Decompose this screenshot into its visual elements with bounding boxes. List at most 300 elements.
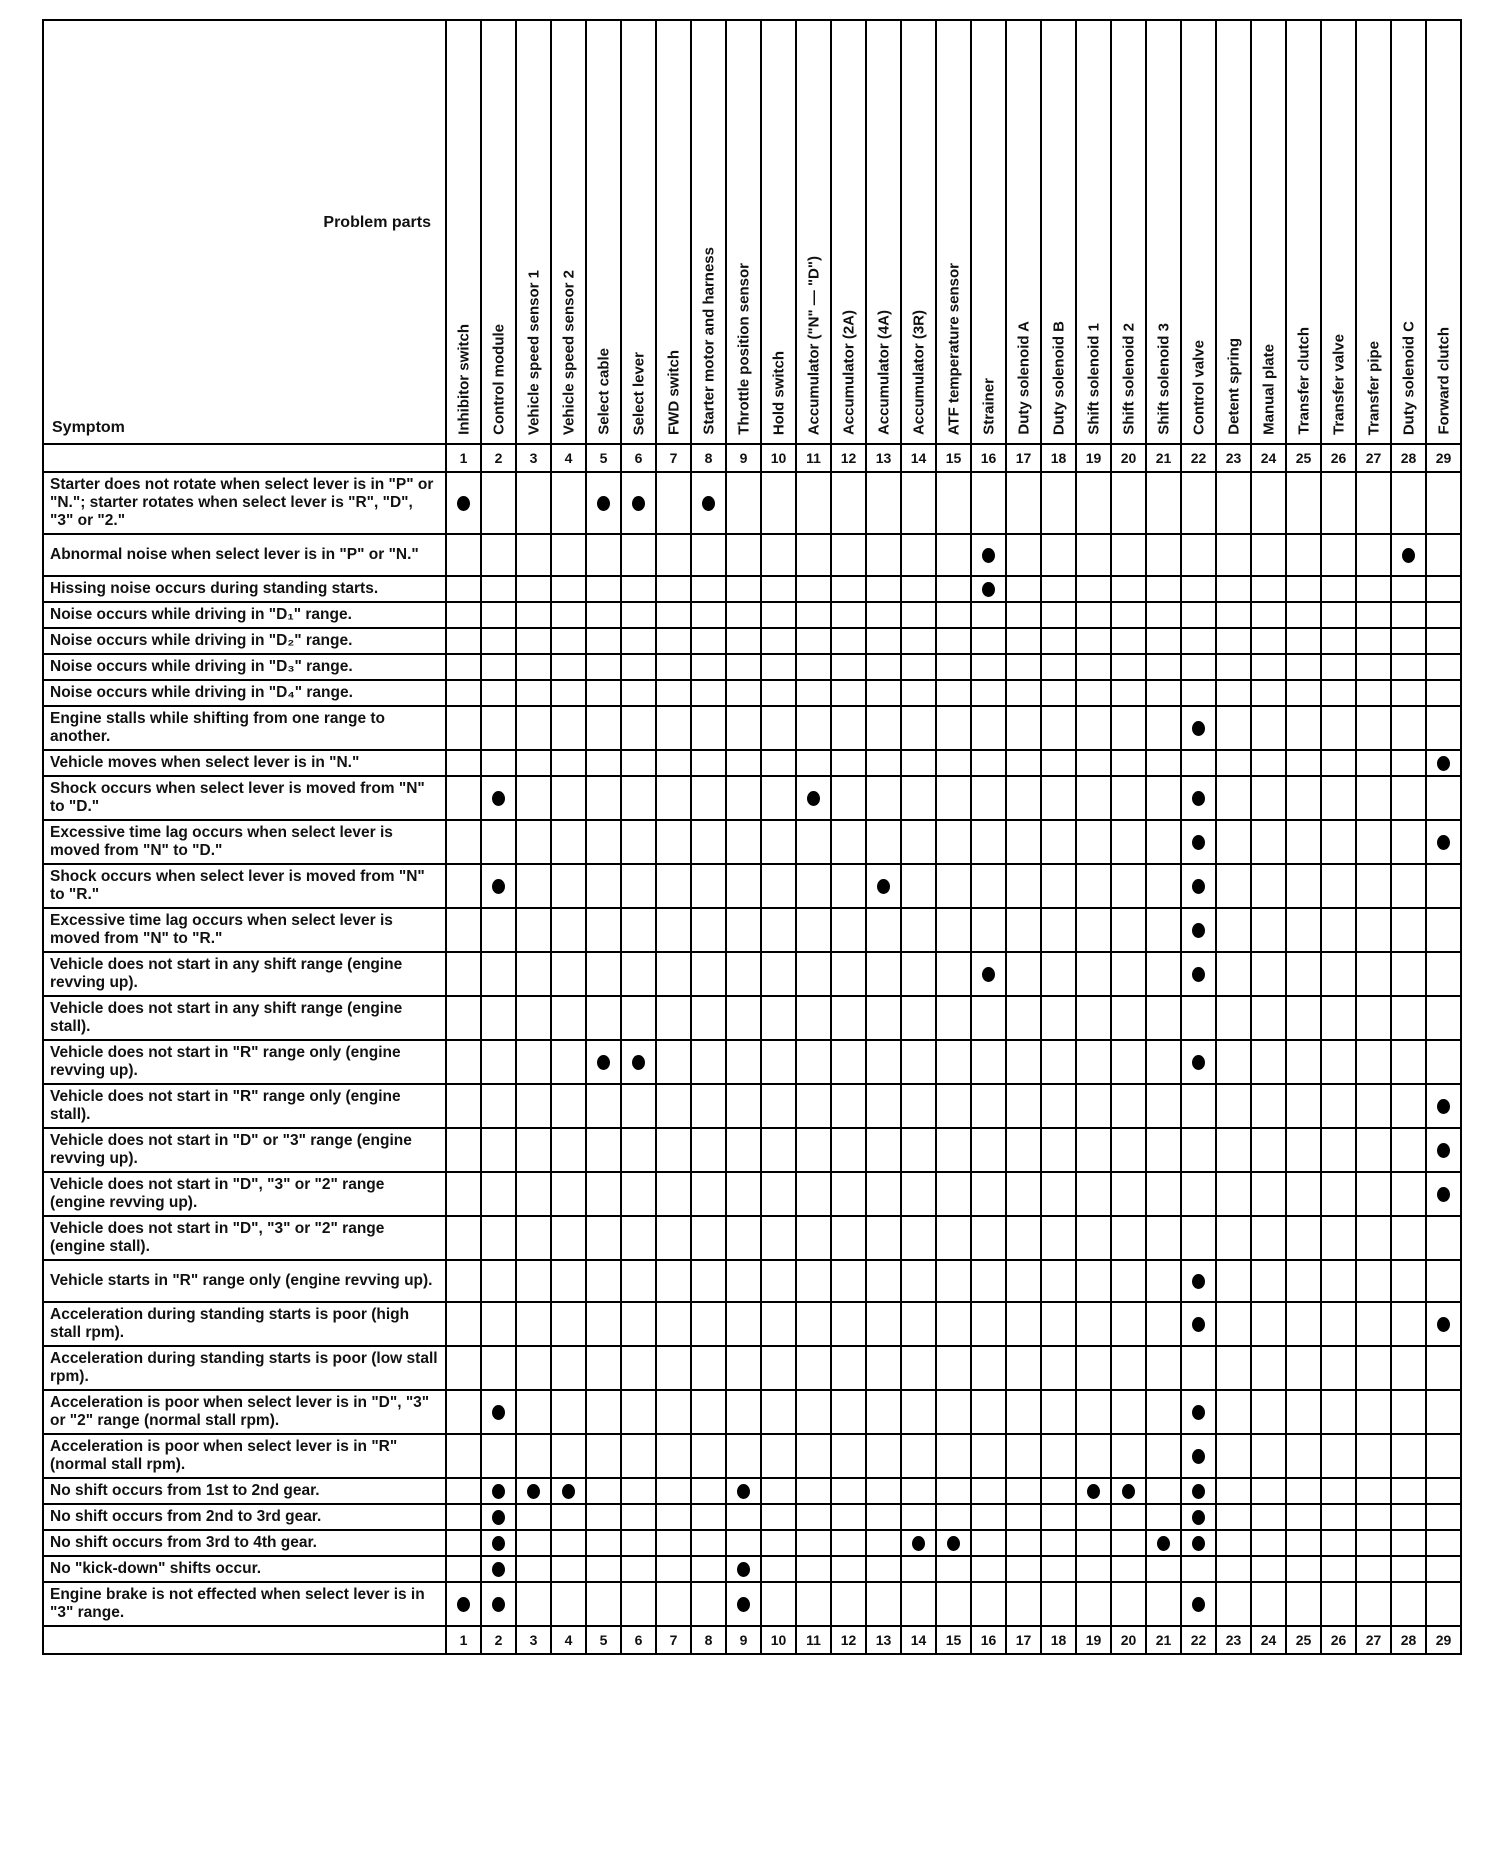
matrix-cell	[691, 680, 726, 706]
matrix-cell	[866, 1128, 901, 1172]
matrix-cell	[1251, 602, 1286, 628]
part-number: 20	[1111, 1626, 1146, 1654]
matrix-cell	[901, 1216, 936, 1260]
applicable-dot-icon	[1192, 967, 1205, 982]
matrix-cell	[1181, 908, 1216, 952]
matrix-cell	[1321, 654, 1356, 680]
matrix-cell	[481, 1504, 516, 1530]
matrix-cell	[1426, 1390, 1461, 1434]
matrix-cell	[586, 1434, 621, 1478]
matrix-cell	[1251, 820, 1286, 864]
matrix-cell	[656, 1260, 691, 1302]
matrix-cell	[1216, 1582, 1251, 1626]
matrix-cell	[1076, 750, 1111, 776]
matrix-cell	[691, 1084, 726, 1128]
matrix-cell	[1076, 1530, 1111, 1556]
matrix-cell	[1076, 996, 1111, 1040]
matrix-cell	[1216, 1346, 1251, 1390]
matrix-cell	[1356, 750, 1391, 776]
matrix-cell	[1006, 1260, 1041, 1302]
matrix-cell	[1391, 706, 1426, 750]
matrix-cell	[1041, 864, 1076, 908]
symptom-text: Shock occurs when select lever is moved from "N" to "R."	[43, 864, 446, 908]
matrix-cell	[726, 602, 761, 628]
matrix-cell	[446, 952, 481, 996]
part-number: 6	[621, 444, 656, 472]
matrix-cell	[1111, 680, 1146, 706]
matrix-cell	[656, 776, 691, 820]
part-header	[1111, 20, 1146, 444]
matrix-cell	[901, 1128, 936, 1172]
matrix-cell	[1111, 1084, 1146, 1128]
applicable-dot-icon	[1402, 548, 1415, 563]
matrix-cell	[761, 680, 796, 706]
matrix-cell	[551, 1556, 586, 1582]
applicable-dot-icon	[912, 1536, 925, 1551]
matrix-cell	[1391, 1302, 1426, 1346]
matrix-cell	[936, 1478, 971, 1504]
symptom-text: Vehicle moves when select lever is in "N."	[43, 750, 446, 776]
applicable-dot-icon	[492, 1405, 505, 1420]
matrix-cell	[551, 952, 586, 996]
part-number: 1	[446, 444, 481, 472]
matrix-cell	[516, 576, 551, 602]
matrix-cell	[1216, 1216, 1251, 1260]
matrix-cell	[1251, 1390, 1286, 1434]
matrix-cell	[936, 864, 971, 908]
matrix-cell	[551, 1346, 586, 1390]
matrix-cell	[1321, 952, 1356, 996]
symptom-row	[43, 576, 1461, 602]
matrix-cell	[621, 1084, 656, 1128]
matrix-cell	[1041, 602, 1076, 628]
matrix-cell	[1076, 628, 1111, 654]
matrix-cell	[936, 602, 971, 628]
part-number: 26	[1321, 1626, 1356, 1654]
matrix-cell	[1076, 1260, 1111, 1302]
matrix-cell	[1286, 908, 1321, 952]
matrix-cell	[1076, 1172, 1111, 1216]
applicable-dot-icon	[1192, 1484, 1205, 1499]
matrix-cell	[586, 750, 621, 776]
part-number: 12	[831, 444, 866, 472]
matrix-cell	[1426, 908, 1461, 952]
matrix-cell	[761, 820, 796, 864]
matrix-cell	[1286, 576, 1321, 602]
matrix-cell	[866, 1504, 901, 1530]
matrix-cell	[1111, 776, 1146, 820]
matrix-cell	[1146, 1084, 1181, 1128]
matrix-cell	[1391, 1504, 1426, 1530]
matrix-cell	[726, 1302, 761, 1346]
matrix-cell	[516, 1172, 551, 1216]
matrix-cell	[1111, 706, 1146, 750]
matrix-cell	[1286, 1084, 1321, 1128]
matrix-cell	[901, 628, 936, 654]
matrix-cell	[1111, 952, 1146, 996]
matrix-cell	[1391, 1260, 1426, 1302]
matrix-cell	[831, 1084, 866, 1128]
applicable-dot-icon	[1192, 1405, 1205, 1420]
part-number: 9	[726, 444, 761, 472]
matrix-cell	[971, 680, 1006, 706]
matrix-cell	[1356, 1346, 1391, 1390]
part-header	[831, 20, 866, 444]
matrix-cell	[866, 776, 901, 820]
matrix-cell	[936, 1556, 971, 1582]
matrix-cell	[1251, 1478, 1286, 1504]
matrix-cell	[516, 820, 551, 864]
matrix-cell	[1181, 1302, 1216, 1346]
matrix-cell	[866, 534, 901, 576]
applicable-dot-icon	[1192, 721, 1205, 736]
matrix-cell	[831, 1216, 866, 1260]
matrix-cell	[901, 1530, 936, 1556]
matrix-cell	[1216, 996, 1251, 1040]
matrix-cell	[1111, 576, 1146, 602]
matrix-cell	[1006, 1302, 1041, 1346]
matrix-cell	[656, 1390, 691, 1434]
matrix-cell	[446, 1128, 481, 1172]
symptom-text: Noise occurs while driving in "D₁" range.	[43, 602, 446, 628]
matrix-cell	[1356, 1390, 1391, 1434]
symptom-row	[43, 534, 1461, 576]
matrix-cell	[796, 1260, 831, 1302]
matrix-cell	[621, 864, 656, 908]
matrix-cell	[831, 1530, 866, 1556]
matrix-cell	[1251, 864, 1286, 908]
matrix-cell	[1111, 1504, 1146, 1530]
matrix-cell	[1321, 1302, 1356, 1346]
part-header	[691, 20, 726, 444]
matrix-cell	[1426, 706, 1461, 750]
part-header	[1356, 20, 1391, 444]
matrix-cell	[1286, 996, 1321, 1040]
matrix-cell	[866, 952, 901, 996]
matrix-cell	[551, 1530, 586, 1556]
symptom-row	[43, 1346, 1461, 1390]
matrix-cell	[1251, 1556, 1286, 1582]
matrix-cell	[1076, 706, 1111, 750]
part-number: 10	[761, 1626, 796, 1654]
matrix-cell	[901, 996, 936, 1040]
matrix-cell	[516, 996, 551, 1040]
matrix-cell	[586, 602, 621, 628]
matrix-cell	[796, 776, 831, 820]
matrix-cell	[761, 1172, 796, 1216]
matrix-cell	[1251, 706, 1286, 750]
matrix-cell	[1076, 1346, 1111, 1390]
applicable-dot-icon	[982, 582, 995, 597]
part-number: 19	[1076, 1626, 1111, 1654]
matrix-cell	[1041, 776, 1076, 820]
matrix-cell	[1146, 864, 1181, 908]
matrix-cell	[1076, 1556, 1111, 1582]
matrix-cell	[551, 1216, 586, 1260]
matrix-cell	[446, 1346, 481, 1390]
symptom-row	[43, 680, 1461, 706]
matrix-cell	[726, 1172, 761, 1216]
matrix-cell	[971, 776, 1006, 820]
symptom-row	[43, 472, 1461, 534]
matrix-cell	[866, 996, 901, 1040]
matrix-cell	[516, 1302, 551, 1346]
matrix-cell	[446, 820, 481, 864]
symptom-row	[43, 908, 1461, 952]
matrix-cell	[936, 1346, 971, 1390]
matrix-cell	[1146, 602, 1181, 628]
matrix-cell	[1391, 680, 1426, 706]
matrix-cell	[481, 952, 516, 996]
applicable-dot-icon	[1192, 1536, 1205, 1551]
symptom-text: Excessive time lag occurs when select lever is moved from "N" to "D."	[43, 820, 446, 864]
part-number: 13	[866, 1626, 901, 1654]
part-header	[796, 20, 831, 444]
matrix-cell	[1286, 680, 1321, 706]
matrix-cell	[621, 706, 656, 750]
matrix-cell	[1041, 680, 1076, 706]
matrix-cell	[866, 750, 901, 776]
matrix-cell	[481, 1172, 516, 1216]
part-name: Shift solenoid 3	[1155, 323, 1172, 435]
matrix-cell	[656, 1084, 691, 1128]
part-name: Hold switch	[770, 350, 787, 435]
part-header	[901, 20, 936, 444]
part-header	[761, 20, 796, 444]
matrix-cell	[516, 1216, 551, 1260]
matrix-cell	[586, 820, 621, 864]
matrix-cell	[1041, 1434, 1076, 1478]
matrix-cell	[586, 1128, 621, 1172]
applicable-dot-icon	[632, 496, 645, 511]
matrix-cell	[901, 654, 936, 680]
matrix-cell	[656, 952, 691, 996]
matrix-cell	[1426, 472, 1461, 534]
matrix-cell	[621, 1216, 656, 1260]
matrix-cell	[971, 1302, 1006, 1346]
matrix-cell	[1391, 628, 1426, 654]
matrix-cell	[446, 864, 481, 908]
matrix-cell	[586, 952, 621, 996]
matrix-cell	[656, 996, 691, 1040]
matrix-cell	[1111, 820, 1146, 864]
matrix-cell	[726, 1390, 761, 1434]
matrix-cell	[586, 1530, 621, 1556]
matrix-cell	[481, 1434, 516, 1478]
matrix-cell	[1146, 654, 1181, 680]
matrix-cell	[586, 1478, 621, 1504]
matrix-cell	[936, 1260, 971, 1302]
matrix-cell	[1356, 908, 1391, 952]
matrix-cell	[1181, 1478, 1216, 1504]
part-header	[1286, 20, 1321, 444]
matrix-cell	[1391, 952, 1426, 996]
matrix-cell	[586, 1040, 621, 1084]
matrix-cell	[1041, 1478, 1076, 1504]
part-number: 28	[1391, 1626, 1426, 1654]
symptom-text: Vehicle does not start in "D", "3" or "2" range (engine revving up).	[43, 1172, 446, 1216]
matrix-cell	[516, 776, 551, 820]
matrix-cell	[516, 1128, 551, 1172]
matrix-cell	[866, 1478, 901, 1504]
matrix-cell	[586, 472, 621, 534]
matrix-cell	[1216, 1556, 1251, 1582]
matrix-cell	[1321, 472, 1356, 534]
matrix-cell	[1181, 1582, 1216, 1626]
matrix-cell	[1321, 1390, 1356, 1434]
matrix-cell	[1321, 1084, 1356, 1128]
matrix-cell	[1391, 602, 1426, 628]
problem-parts-label: Problem parts	[323, 214, 431, 231]
matrix-cell	[551, 1084, 586, 1128]
matrix-cell	[1181, 1434, 1216, 1478]
symptom-text: Acceleration is poor when select lever is in "R" (normal stall rpm).	[43, 1434, 446, 1478]
part-name: Select cable	[595, 348, 612, 435]
part-number-row-bottom	[43, 1626, 1461, 1654]
matrix-cell	[586, 654, 621, 680]
applicable-dot-icon	[1437, 1143, 1450, 1158]
matrix-cell	[481, 908, 516, 952]
part-header	[1251, 20, 1286, 444]
applicable-dot-icon	[492, 1484, 505, 1499]
matrix-cell	[901, 1084, 936, 1128]
matrix-cell	[1391, 908, 1426, 952]
matrix-cell	[621, 1504, 656, 1530]
matrix-cell	[971, 1390, 1006, 1434]
matrix-cell	[761, 908, 796, 952]
matrix-cell	[971, 750, 1006, 776]
matrix-cell	[551, 680, 586, 706]
matrix-cell	[516, 1040, 551, 1084]
matrix-cell	[726, 1128, 761, 1172]
matrix-cell	[1181, 472, 1216, 534]
matrix-cell	[1391, 654, 1426, 680]
matrix-cell	[586, 1556, 621, 1582]
matrix-cell	[1321, 602, 1356, 628]
matrix-cell	[656, 864, 691, 908]
matrix-cell	[1216, 1530, 1251, 1556]
matrix-cell	[481, 776, 516, 820]
part-name: Strainer	[980, 378, 997, 435]
matrix-cell	[796, 1084, 831, 1128]
matrix-cell	[1216, 1128, 1251, 1172]
applicable-dot-icon	[702, 496, 715, 511]
matrix-cell	[1251, 1084, 1286, 1128]
matrix-cell	[481, 1390, 516, 1434]
matrix-cell	[621, 576, 656, 602]
symptom-text: Vehicle does not start in any shift range (engine stall).	[43, 996, 446, 1040]
matrix-cell	[1391, 1084, 1426, 1128]
matrix-cell	[796, 908, 831, 952]
matrix-cell	[481, 1302, 516, 1346]
matrix-cell	[1286, 776, 1321, 820]
part-number: 8	[691, 444, 726, 472]
matrix-cell	[1321, 680, 1356, 706]
matrix-cell	[901, 472, 936, 534]
matrix-cell	[726, 908, 761, 952]
matrix-cell	[481, 1478, 516, 1504]
matrix-cell	[691, 908, 726, 952]
matrix-cell	[691, 602, 726, 628]
matrix-cell	[1251, 534, 1286, 576]
part-number: 11	[796, 444, 831, 472]
matrix-cell	[551, 1040, 586, 1084]
part-name: Accumulator (3R)	[910, 309, 927, 435]
matrix-cell	[831, 908, 866, 952]
matrix-cell	[551, 1582, 586, 1626]
matrix-cell	[586, 1260, 621, 1302]
matrix-cell	[1216, 680, 1251, 706]
matrix-cell	[1181, 776, 1216, 820]
applicable-dot-icon	[1192, 835, 1205, 850]
matrix-cell	[516, 1556, 551, 1582]
symptom-text: Noise occurs while driving in "D₃" range.	[43, 654, 446, 680]
part-number: 2	[481, 444, 516, 472]
matrix-cell	[1146, 750, 1181, 776]
symptom-row	[43, 706, 1461, 750]
matrix-cell	[446, 472, 481, 534]
matrix-cell	[831, 1260, 866, 1302]
part-number: 26	[1321, 444, 1356, 472]
matrix-cell	[1181, 1260, 1216, 1302]
symptom-row	[43, 1530, 1461, 1556]
matrix-cell	[586, 1390, 621, 1434]
matrix-cell	[481, 1216, 516, 1260]
matrix-cell	[481, 472, 516, 534]
matrix-cell	[1041, 1260, 1076, 1302]
applicable-dot-icon	[1192, 1597, 1205, 1612]
matrix-cell	[936, 1128, 971, 1172]
applicable-dot-icon	[492, 1510, 505, 1525]
matrix-cell	[1076, 1434, 1111, 1478]
matrix-cell	[621, 1260, 656, 1302]
matrix-cell	[1216, 1434, 1251, 1478]
matrix-cell	[1146, 996, 1181, 1040]
matrix-cell	[1356, 1434, 1391, 1478]
matrix-cell	[971, 628, 1006, 654]
matrix-cell	[481, 576, 516, 602]
part-number: 17	[1006, 444, 1041, 472]
matrix-cell	[726, 996, 761, 1040]
applicable-dot-icon	[877, 879, 890, 894]
matrix-cell	[1181, 1346, 1216, 1390]
matrix-cell	[866, 1302, 901, 1346]
matrix-cell	[1426, 1216, 1461, 1260]
applicable-dot-icon	[527, 1484, 540, 1499]
matrix-cell	[1426, 602, 1461, 628]
matrix-cell	[1146, 1556, 1181, 1582]
applicable-dot-icon	[1437, 1099, 1450, 1114]
matrix-cell	[446, 1390, 481, 1434]
matrix-cell	[936, 654, 971, 680]
matrix-cell	[971, 1172, 1006, 1216]
matrix-cell	[1076, 654, 1111, 680]
matrix-cell	[866, 1260, 901, 1302]
matrix-cell	[1391, 1582, 1426, 1626]
matrix-cell	[1006, 472, 1041, 534]
matrix-cell	[691, 1260, 726, 1302]
matrix-cell	[1006, 706, 1041, 750]
matrix-cell	[971, 1478, 1006, 1504]
matrix-cell	[761, 1434, 796, 1478]
matrix-cell	[831, 706, 866, 750]
part-name: Duty solenoid C	[1400, 320, 1417, 435]
matrix-cell	[1041, 1172, 1076, 1216]
symptom-text: Starter does not rotate when select lever is in "P" or "N."; starter rotates when select lever is "R", "D", "3" or "2."	[43, 472, 446, 534]
matrix-cell	[1181, 1040, 1216, 1084]
applicable-dot-icon	[1192, 879, 1205, 894]
matrix-cell	[1426, 1302, 1461, 1346]
